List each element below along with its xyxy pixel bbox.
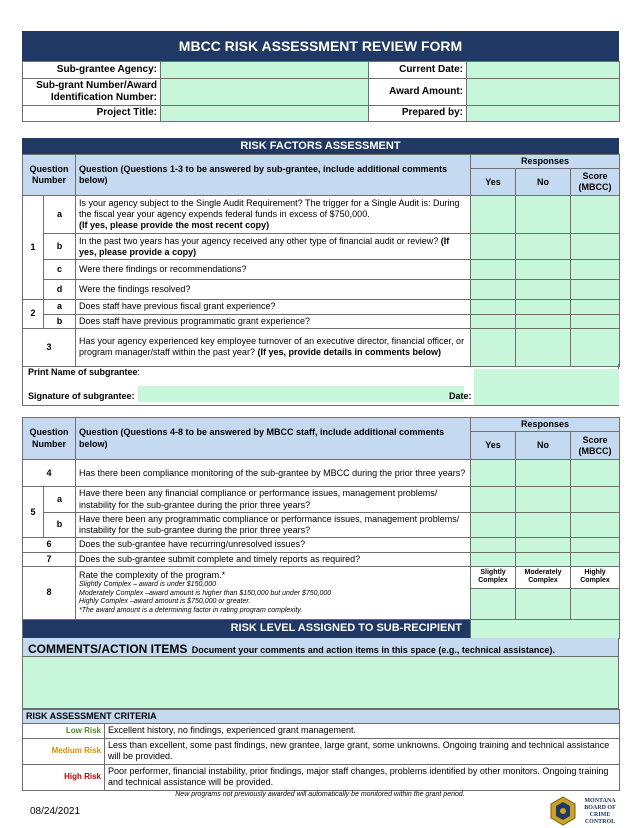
slightly-complex-label: Slightly Complex xyxy=(471,566,516,588)
footer-date: 08/24/2021 xyxy=(30,806,81,817)
q2b-no[interactable] xyxy=(516,314,571,328)
q3-score[interactable] xyxy=(571,328,620,366)
print-name-label: Print Name of subgrantee: xyxy=(28,367,141,377)
subgrant-number-field[interactable] xyxy=(161,79,369,106)
mbcc-logo xyxy=(550,796,624,826)
q1a-yes[interactable] xyxy=(471,196,516,234)
date-label: Date: xyxy=(449,391,472,401)
comments-header: COMMENTS/ACTION ITEMS Document your comments and action items in this space (e.g., technical assistance). xyxy=(22,638,619,657)
award-amount-label: Award Amount: xyxy=(369,79,467,106)
q1c-yes[interactable] xyxy=(471,260,516,280)
q1b-no[interactable] xyxy=(516,234,571,260)
q1c-text: Were there findings or recommendations? xyxy=(76,260,471,280)
q3-number: 3 xyxy=(23,328,76,366)
responses-header-2: Responses xyxy=(471,418,620,432)
yes-header: Yes xyxy=(471,169,516,196)
q5a-no[interactable] xyxy=(516,487,571,513)
moderately-complex-field[interactable] xyxy=(516,588,571,619)
q1d-no[interactable] xyxy=(516,280,571,300)
q1c-no[interactable] xyxy=(516,260,571,280)
q1a-letter: a xyxy=(44,196,76,234)
q1d-letter: d xyxy=(44,280,76,300)
date-field[interactable] xyxy=(474,369,619,405)
q1b-score[interactable] xyxy=(571,234,620,260)
highly-complex-field[interactable] xyxy=(571,588,620,619)
current-date-label: Current Date: xyxy=(369,62,467,79)
no-header: No xyxy=(516,169,571,196)
subgrant-number-label: Sub-grant Number/Award Identification Number: xyxy=(23,79,161,106)
q5-number: 5 xyxy=(23,487,44,538)
medium-risk-label: Medium Risk xyxy=(23,738,105,764)
badge-icon xyxy=(550,796,576,826)
q4-text: Has there been compliance monitoring of the sub-grantee by MBCC during the prior three years? xyxy=(76,460,471,487)
comments-field[interactable] xyxy=(22,657,619,709)
q6-number: 6 xyxy=(23,538,76,552)
low-risk-label: Low Risk xyxy=(23,724,105,738)
q5a-text: Have there been any financial compliance or performance issues, management problems/ instability for the sub-grantee during the prior three years? xyxy=(76,487,471,513)
q3-text: Has your agency experienced key employee turnover of an executive director, financial officer, or program manager/staff within the past year? (If yes, provide details in comments below) xyxy=(76,328,471,366)
q5b-yes[interactable] xyxy=(471,512,516,538)
responses-header: Responses xyxy=(471,155,620,169)
q1a-no[interactable] xyxy=(516,196,571,234)
section1-question-header: Question (Questions 1-3 to be answered by sub-grantee, include additional comments below) xyxy=(76,155,471,196)
signature-field[interactable] xyxy=(138,386,464,402)
risk-level-field[interactable] xyxy=(471,619,620,638)
q1c-letter: c xyxy=(44,260,76,280)
q4-number: 4 xyxy=(23,460,76,487)
subgrantee-agency-label: Sub-grantee Agency: xyxy=(23,62,161,79)
no-header-2: No xyxy=(516,432,571,460)
q1a-text: Is your agency subject to the Single Audit Requirement? The trigger for a Single Audit is: During the fiscal year your agency expends federal funds in excess of $750,000. (If yes, please provide the most recent copy) xyxy=(76,196,471,234)
risk-factors-title: RISK FACTORS ASSESSMENT xyxy=(22,138,619,154)
moderately-complex-label: Moderately Complex xyxy=(516,566,571,588)
q5a-score[interactable] xyxy=(571,487,620,513)
q2a-yes[interactable] xyxy=(471,300,516,314)
q7-score[interactable] xyxy=(571,552,620,566)
current-date-field[interactable] xyxy=(467,62,620,79)
q2a-text: Does staff have previous fiscal grant experience? xyxy=(76,300,471,314)
form-title: MBCC RISK ASSESSMENT REVIEW FORM xyxy=(22,31,619,61)
score-header: Score (MBCC) xyxy=(571,169,620,196)
q8-number: 8 xyxy=(23,566,76,619)
criteria-title: RISK ASSESSMENT CRITERIA xyxy=(23,710,620,724)
award-amount-field[interactable] xyxy=(467,79,620,106)
risk-level-label: RISK LEVEL ASSIGNED TO SUB-RECIPIENT xyxy=(23,619,471,638)
q5b-score[interactable] xyxy=(571,512,620,538)
section1-table xyxy=(22,154,619,367)
q2b-text: Does staff have previous programmatic grant experience? xyxy=(76,314,471,328)
question-number-header: Question Number xyxy=(23,155,76,196)
low-risk-text: Excellent history, no findings, experienced grant management. xyxy=(105,724,620,738)
q1d-text: Were the findings resolved? xyxy=(76,280,471,300)
section2-table xyxy=(22,417,619,639)
q4-no[interactable] xyxy=(516,460,571,487)
signature-block xyxy=(22,364,619,406)
q4-yes[interactable] xyxy=(471,460,516,487)
header-info-table xyxy=(22,61,619,122)
project-title-label: Project Title: xyxy=(23,106,161,122)
q1d-score[interactable] xyxy=(571,280,620,300)
q5b-text: Have there been any programmatic compliance or performance issues, management problems/ instability for the sub-grantee during the prior three years? xyxy=(76,512,471,538)
q1b-yes[interactable] xyxy=(471,234,516,260)
high-risk-label: High Risk xyxy=(23,764,105,790)
q2b-score[interactable] xyxy=(571,314,620,328)
q6-score[interactable] xyxy=(571,538,620,552)
medium-risk-text: Less than excellent, some past findings, new grantee, large grant, some unknowns. Ongoing training and technical assistance will be provided. xyxy=(105,738,620,764)
q5b-no[interactable] xyxy=(516,512,571,538)
signature-label: Signature of subgrantee: xyxy=(28,391,135,401)
q2a-score[interactable] xyxy=(571,300,620,314)
subgrantee-agency-field[interactable] xyxy=(161,62,369,79)
score-header-2: Score (MBCC) xyxy=(571,432,620,460)
q7-text: Does the sub-grantee submit complete and timely reports as required? xyxy=(76,552,471,566)
yes-header-2: Yes xyxy=(471,432,516,460)
prepared-by-label: Prepared by: xyxy=(369,106,467,122)
section2-question-header: Question (Questions 4-8 to be answered by MBCC staff, include additional comments below) xyxy=(76,418,471,460)
criteria-table xyxy=(22,709,619,791)
logo-text: MONTANA BOARD OF CRIME CONTROL xyxy=(584,798,616,825)
q5a-letter: a xyxy=(44,487,76,513)
q2b-yes[interactable] xyxy=(471,314,516,328)
q5b-letter: b xyxy=(44,512,76,538)
q2b-letter: b xyxy=(44,314,76,328)
q7-yes[interactable] xyxy=(471,552,516,566)
highly-complex-label: Highly Complex xyxy=(571,566,620,588)
project-title-field[interactable] xyxy=(161,106,369,122)
footer-note: New programs not previously awarded will automatically be monitored within the grant period. xyxy=(175,791,465,798)
slightly-complex-field[interactable] xyxy=(471,588,516,619)
q1c-score[interactable] xyxy=(571,260,620,280)
prepared-by-field[interactable] xyxy=(467,106,620,122)
q1a-score[interactable] xyxy=(571,196,620,234)
q7-no[interactable] xyxy=(516,552,571,566)
q3-yes[interactable] xyxy=(471,328,516,366)
q6-yes[interactable] xyxy=(471,538,516,552)
q1-number: 1 xyxy=(23,196,44,300)
q1d-yes[interactable] xyxy=(471,280,516,300)
q6-text: Does the sub-grantee have recurring/unresolved issues? xyxy=(76,538,471,552)
high-risk-text: Poor performer, financial instability, prior findings, major staff changes, problems identified by other monitors. Ongoing training and technical assistance will be provided. xyxy=(105,764,620,790)
question-number-header-2: Question Number xyxy=(23,418,76,460)
q1b-text: In the past two years has your agency received any other type of financial audit or review? (If yes, please provide a copy) xyxy=(76,234,471,260)
q5a-yes[interactable] xyxy=(471,487,516,513)
q6-no[interactable] xyxy=(516,538,571,552)
q7-number: 7 xyxy=(23,552,76,566)
q1b-letter: b xyxy=(44,234,76,260)
q2a-letter: a xyxy=(44,300,76,314)
q2a-no[interactable] xyxy=(516,300,571,314)
q8-text: Rate the complexity of the program.* Slightly Complex – award is under $150,000 Moderately Complex –award amount is higher than $150,000 but under $750,000 Highly Complex –award amount is $750,000 or greater. *The award amount is a determining factor in rating program complexity. xyxy=(76,566,471,619)
q2-number: 2 xyxy=(23,300,44,329)
q3-no[interactable] xyxy=(516,328,571,366)
q4-score[interactable] xyxy=(571,460,620,487)
